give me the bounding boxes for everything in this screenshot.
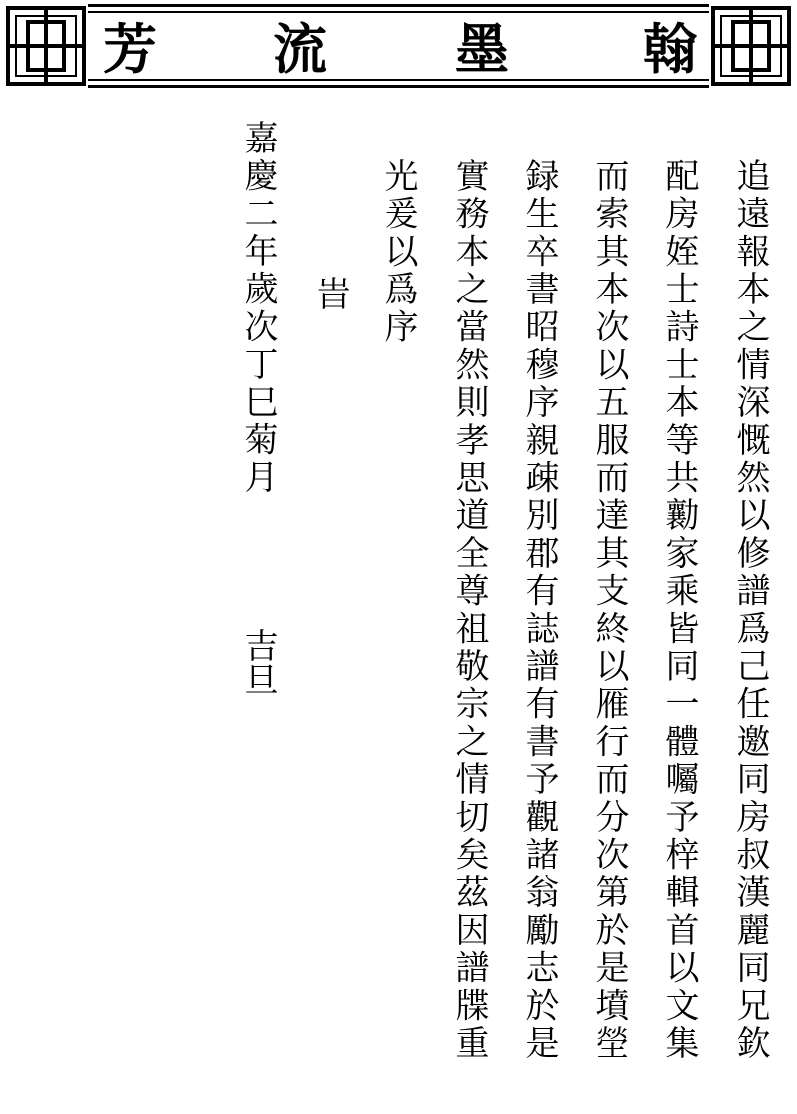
signature-mark: 旹 [310,276,350,310]
text-column-6: 光爰以爲序 [378,158,418,347]
text-column-1: 追遠報本之情深慨然以修譜爲己任邀同房叔漢麗同兄欽 [730,158,770,1063]
text-column-5: 實務本之當然則孝思道全尊祖敬宗之情切矣茲因譜牒重 [449,158,489,1063]
right-lattice-ornament-icon [709,4,793,88]
text-column-2: 配房姪士詩士本等共勷家乘皆同一體囑予梓輯首以文集 [659,158,699,1063]
text-column-4: 録生卒書昭穆序親疎別郡有誌譜有書予觀諸翁勵志於是 [519,158,559,1063]
title-banner [4,4,793,88]
title-char-1: 翰 [643,17,697,81]
preface-body [0,100,797,1110]
left-lattice-ornament-icon [4,4,88,88]
title-char-3: 流 [273,17,327,81]
text-column-3: 而索其本次以五服而達其支終以雁行而分次第於是墳塋 [589,158,629,1063]
title-char-2: 墨 [455,17,509,81]
date-line: 嘉慶二年歲次丁巳菊月 [238,120,278,497]
title-char-4: 芳 [103,17,157,81]
closing-phrase: 吉旦 [238,628,278,696]
